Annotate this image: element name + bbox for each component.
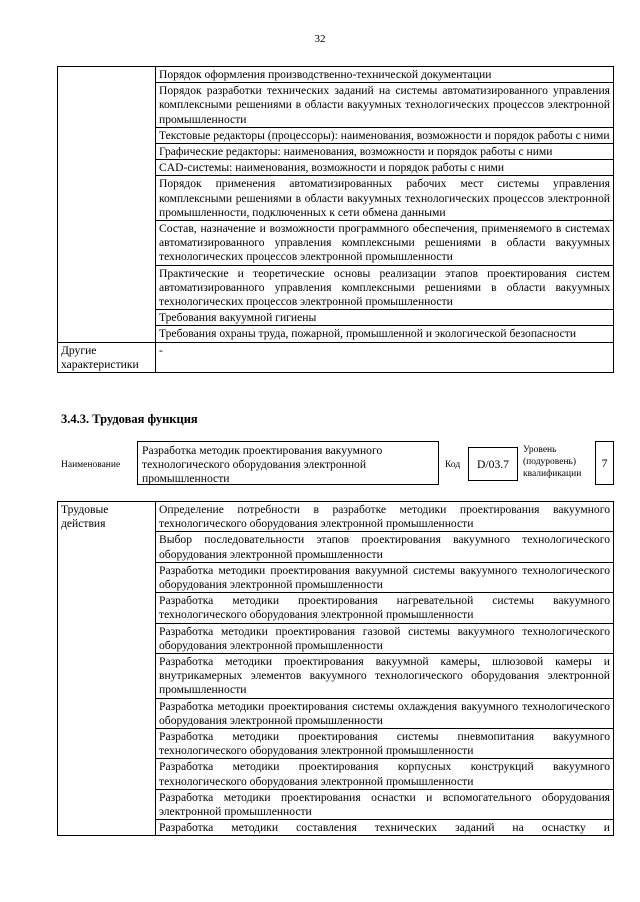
knowledge-item: Практические и теоретические основы реализации этапов проектирования систем автоматизированного управления комплексными решениями в области вакуумных технологических процессов электронной промышленности <box>159 266 610 309</box>
action-item: Разработка методики проектирования нагревательной системы вакуумного технологического оборудования электронной промышленности <box>159 594 610 622</box>
knowledge-item: Графические редакторы: наименования, возможности и порядок работы с ними <box>159 145 553 159</box>
table-cell <box>156 654 614 699</box>
table-cell <box>156 83 614 128</box>
table-cell <box>156 67 614 83</box>
code-box <box>468 447 518 481</box>
table-cell <box>156 759 614 789</box>
table-cell <box>156 144 614 160</box>
table-cell <box>156 265 614 310</box>
table-row <box>58 342 614 372</box>
table-cell <box>156 342 614 372</box>
page-number: 32 <box>314 33 326 45</box>
labor-actions-label: Трудовые действия <box>61 503 109 531</box>
action-item: Выбор последовательности этапов проектирования вакуумного технологического оборудования электронной промышленности <box>159 533 610 561</box>
level-box <box>595 441 614 485</box>
section-heading: 3.4.3. Трудовая функция <box>61 412 198 426</box>
action-item: Разработка методики проектирования системы охлаждения вакуумного технологического оборудования электронной промышленности <box>159 699 610 727</box>
table-cell <box>156 160 614 176</box>
action-item: Разработка методики проектирования вакуумной системы вакуумного технологического оборудования электронной промышленности <box>159 563 610 592</box>
knowledge-item: Текстовые редакторы (процессоры): наименования, возможности и порядок работы с ними <box>159 128 610 142</box>
table-cell <box>156 623 614 653</box>
table-cell <box>156 820 614 836</box>
table-cell <box>156 310 614 326</box>
table-cell <box>156 562 614 592</box>
knowledge-item: Требования вакуумной гигиены <box>159 311 317 325</box>
action-item: Определение потребности в разработке методики проектирования вакуумного технологического оборудования электронной промышленности <box>159 503 610 531</box>
action-item: Разработка методики составления технических заданий на оснастку и <box>159 821 610 835</box>
knowledge-item: Порядок разработки технических заданий на системы автоматизированного управления комплексными решениями в области вакуумных технологических процессов электронной промышленности <box>159 84 610 126</box>
knowledge-item: CAD-системы: наименования, возможности и порядок работы с ними <box>159 161 505 175</box>
table-cell <box>156 502 614 532</box>
knowledge-item: Порядок оформления производственно-технической документации <box>159 68 492 81</box>
action-item: Разработка методики проектирования корпусных конструкций вакуумного технологического оборудования электронной промышленности <box>159 760 610 788</box>
table-cell <box>156 789 614 819</box>
table-cell <box>156 593 614 623</box>
action-item: Разработка методики проектирования оснастки и вспомогательного оборудования электронной промышленности <box>159 790 610 819</box>
row-label-cell <box>58 342 156 372</box>
knowledge-table <box>57 66 614 373</box>
table-row <box>58 67 614 83</box>
table-cell <box>156 221 614 266</box>
table-cell <box>156 729 614 759</box>
code-label: Код <box>445 460 461 470</box>
knowledge-item: Порядок применения автоматизированных рабочих мест системы управления комплексными решениями в области вакуумных технологических процессов электронной промышленности, подключенных к сети обмена данными <box>159 177 610 219</box>
table-cell <box>156 698 614 728</box>
table-row <box>58 502 614 532</box>
code-value: D/03.7 <box>477 457 509 471</box>
labor-actions-table <box>57 501 614 836</box>
other-characteristics-label: Другие характеристики <box>61 343 139 371</box>
knowledge-item: Состав, назначение и возможности программного обеспечения, применяемого в системах автоматизированного управления комплексными решениями в области вакуумных технологических процессов электронной промышленности <box>159 222 610 264</box>
table-cell <box>156 326 614 342</box>
function-name: Разработка методик проектирования вакуумного технологического оборудования электронной промышленности <box>142 444 383 485</box>
action-item: Разработка методики проектирования системы пневмопитания вакуумного технологического оборудования электронной промышленности <box>159 730 610 758</box>
knowledge-item: Требования охраны труда, пожарной, промышленной и экологической безопасности <box>159 327 577 341</box>
other-characteristics-value: - <box>159 343 163 357</box>
level-value: 7 <box>601 455 608 470</box>
action-item: Разработка методики проектирования газовой системы вакуумного технологического оборудования электронной промышленности <box>159 624 610 652</box>
table-cell <box>156 176 614 221</box>
level-label: Уровень (подуровень) квалификации <box>523 445 582 479</box>
name-label: Наименование <box>61 460 121 470</box>
table-cell <box>156 127 614 143</box>
row-label-cell <box>58 67 156 343</box>
function-name-box <box>137 441 439 485</box>
table-cell <box>156 532 614 562</box>
row-label-cell <box>58 502 156 836</box>
action-item: Разработка методики проектирования вакуумной камеры, шлюзовой камеры и внутрикамерных элементов вакуумного технологического оборудования электронной промышленности <box>159 655 610 697</box>
